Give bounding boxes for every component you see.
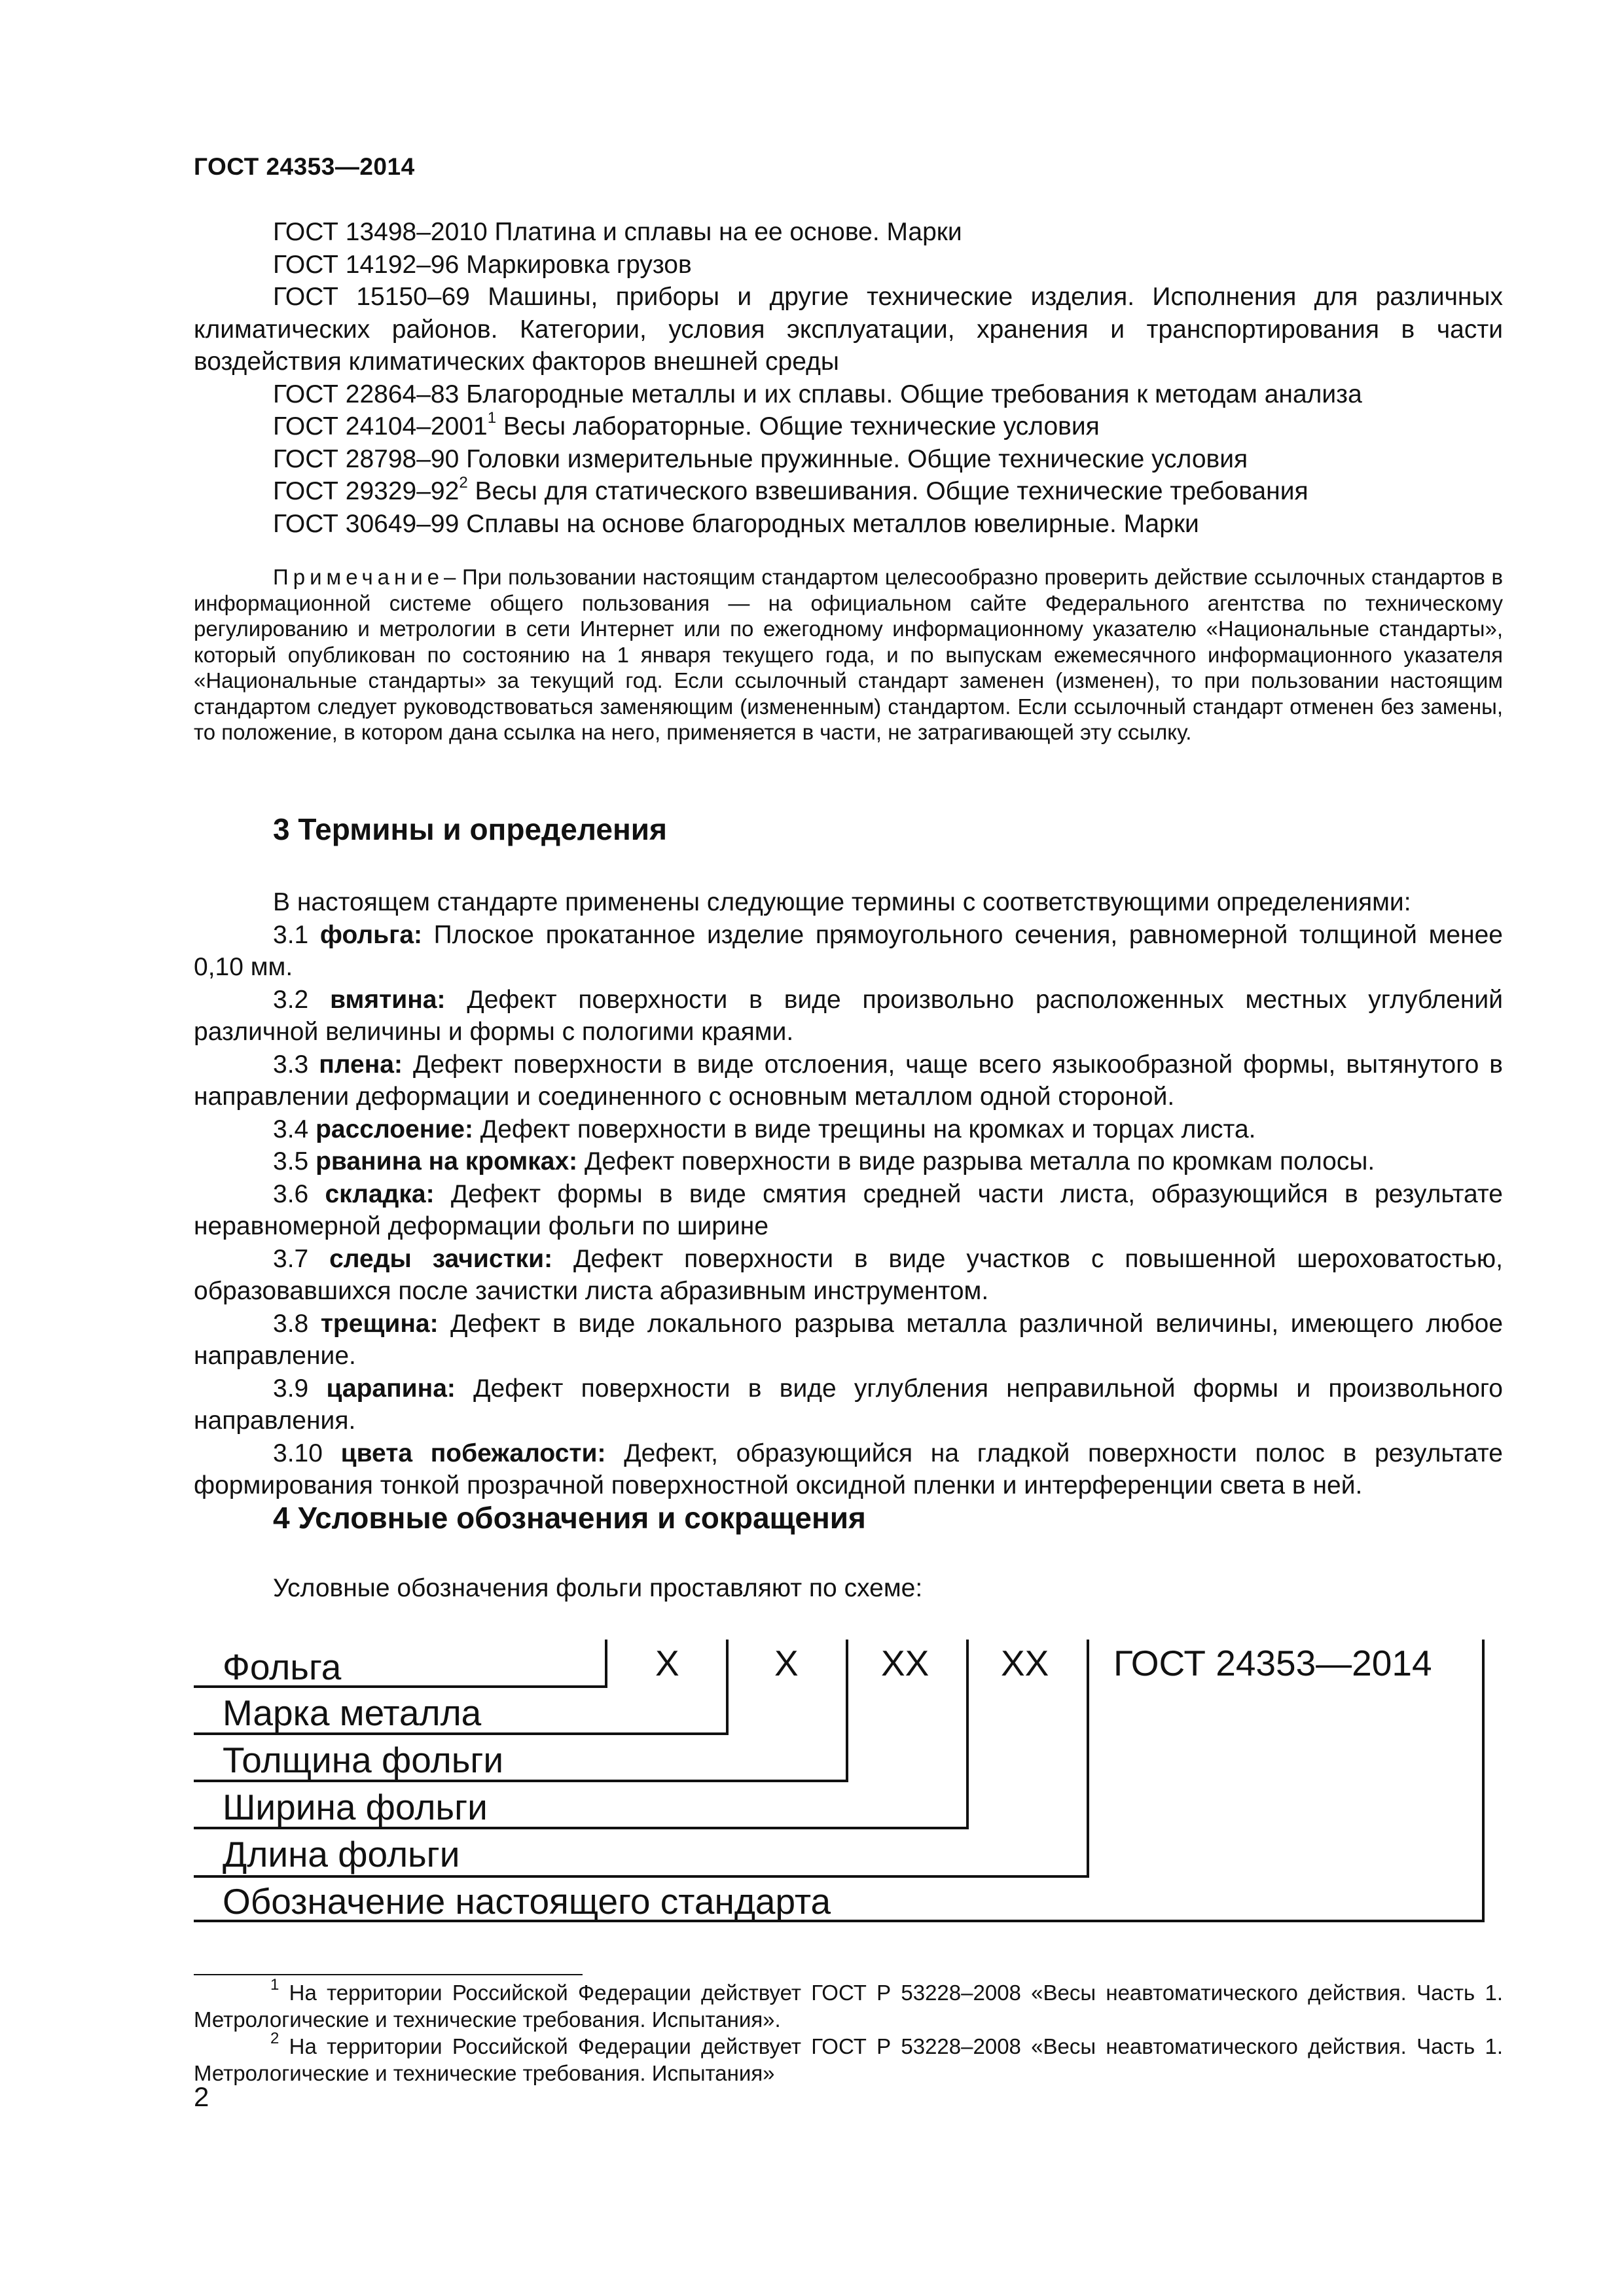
term-item: 3.5 рванина на кромках: Дефект поверхности в виде разрыва металла по кромкам полосы.: [273, 1147, 1375, 1175]
schema-mark: Х: [655, 1643, 679, 1683]
schema-row: Обозначение настоящего стандарта: [223, 1881, 831, 1922]
schema-head: Фольга: [223, 1647, 342, 1687]
reference-item: ГОСТ 22864–83 Благородные металлы и их сплавы. Общие требования к методам анализа: [273, 380, 1362, 408]
schema-mark: ХХ: [881, 1643, 929, 1683]
section-4-intro: Условные обозначения фольги проставляют по схеме:: [273, 1574, 923, 1602]
document-header: ГОСТ 24353—2014: [194, 153, 415, 180]
term-item: 3.3 плена: Дефект поверхности в виде отслоения, чаще всего языкообразной формы, вытянутого в направлении деформации и соединенного с основным металлом одной стороной.: [194, 1050, 1503, 1111]
term-item: 3.10 цвета побежалости: Дефект, образующийся на гладкой поверхности полос в результате формирования тонкой прозрачной поверхностной оксидной пленки и интерференции света в ней.: [194, 1439, 1503, 1499]
section-3-intro: В настоящем стандарте применены следующие термины с соответствующими определениями:: [273, 888, 1411, 916]
schema-row: Толщина фольги: [223, 1740, 504, 1780]
note-label: Примечание: [273, 565, 444, 589]
schema-row: Марка металла: [223, 1693, 482, 1733]
footnote-mark: 2: [270, 2030, 280, 2047]
term-item: 3.7 следы зачистки: Дефект поверхности в виде участков с повышенной шероховатостью, образовавшихся после зачистки листа абразивным инструментом.: [194, 1244, 1503, 1305]
note-paragraph: Примечание– При пользовании настоящим стандартом целесообразно проверить действие ссылочных стандартов в информационной системе общего пользования — на официальном сайте Федерального агентства по техническому регулированию и метрологии в сети Интернет или по ежегодному информационному указателю «Национальные стандарты», который опубликован по состоянию на 1 января текущего года, и по выпускам ежемесячного информационного указателя «Национальные стандарты» за текущий год. Если ссылочный стандарт заменен (изменен), то при пользовании настоящим стандартом следует руководствоваться заменяющим (измененным) стандартом. Если ссылочный стандарт отменен без замены, то положение, в котором дана ссылка на него, применяется в части, не затрагивающей эту ссылку.: [194, 565, 1503, 744]
footnote-mark: 1: [270, 1976, 280, 1994]
reference-item: ГОСТ 15150–69 Машины, приборы и другие технические изделия. Исполнения для различных климатических районов. Категории, условия эксплуатации, хранения и транспортирования в части воздействия климатических факторов внешней среды: [194, 283, 1503, 376]
section-4-body: [194, 1572, 1503, 1605]
term-item: 3.6 складка: Дефект формы в виде смятия средней части листа, образующийся в результате неравномерной деформации фольги по ширине: [194, 1179, 1503, 1240]
schema-row: Длина фольги: [223, 1834, 460, 1874]
schema-row: Ширина фольги: [223, 1787, 488, 1827]
footnote-divider: [194, 1974, 583, 1975]
reference-item: ГОСТ 14192–96 Маркировка грузов: [273, 250, 692, 279]
reference-item: ГОСТ 24104–2001$^1$ Весы лабораторные. Общие технические условия: [273, 409, 1100, 440]
page-number: 2: [194, 2081, 209, 2112]
term-item: 3.2 вмятина: Дефект поверхности в виде произвольно расположенных местных углублений различной величины и формы с пологими краями.: [194, 985, 1503, 1046]
reference-item: ГОСТ $29329-92^2$ Весы для статического взвешивания. Общие технические требования: [273, 474, 1308, 505]
references-list: [194, 216, 1503, 540]
term-item: 3.8 трещина: Дефект в виде локального разрыва металла различной величины, имеющего любое направление.: [194, 1309, 1504, 1370]
designation-schema: [194, 1640, 1490, 1941]
reference-item: ГОСТ 28798–90 Головки измерительные пружинные. Общие технические условия: [273, 444, 1248, 473]
reference-item: ГОСТ 13498–2010 Платина и сплавы на ее основе. Марки: [273, 218, 962, 246]
term-item: 3.4 расслоение: Дефект поверхности в виде трещины на кромках и торцах листа.: [273, 1115, 1256, 1143]
footnote: $^2$ На территории Российской Федерации действует ГОСТ Р 53228–2008 «Весы неавтоматического действия. Часть 1. Метрологические и технические требования. Испытания»: [194, 2030, 1504, 2085]
reference-item: ГОСТ 30649–99 Сплавы на основе благородных металлов ювелирные. Марки: [273, 509, 1199, 538]
section-4-title: 4 Условные обозначения и сокращения: [273, 1501, 866, 1535]
schema-standard: ГОСТ 24353—2014: [1113, 1643, 1432, 1683]
schema-mark: ХХ: [1001, 1643, 1049, 1683]
section-3-title: 3 Термины и определения: [273, 812, 667, 846]
section-3-body: [194, 886, 1503, 1502]
footnote: $^1$ На территории Российской Федерации действует ГОСТ Р 53228–2008 «Весы неавтоматического действия. Часть 1. Метрологические и технические требования. Испытания».: [194, 1976, 1504, 2032]
term-item: 3.1 фольга: Плоское прокатанное изделие прямоугольного сечения, равномерной толщиной менее 0,10 мм.: [194, 920, 1503, 981]
schema-mark: Х: [774, 1643, 799, 1683]
term-item: 3.9 царапина: Дефект поверхности в виде углубления неправильной формы и произвольного направления.: [194, 1374, 1503, 1435]
